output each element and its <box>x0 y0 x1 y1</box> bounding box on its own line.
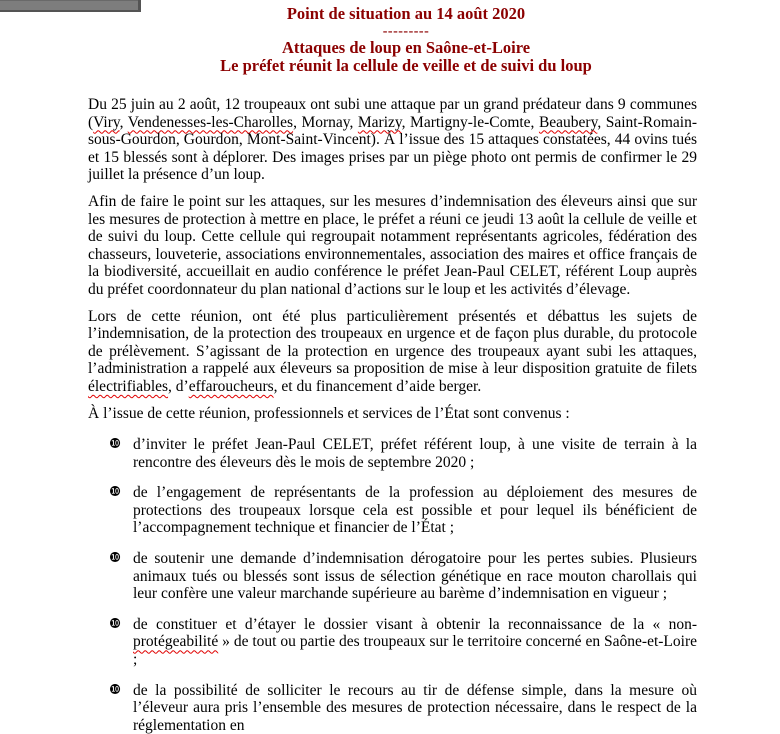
circled-ten-bullet-icon: ❿ <box>109 615 122 632</box>
text-segment: Afin de faire le point sur les attaques, sur les mesures d’indemnisation des éleveurs ainsi que sur les mesures de protection à mettre en place, le préfet a réuni ce jeudi 13 août la cellule de veille et de suivi du loup. Cette cellule qui regroupait notamment représentants agricoles, fédération des chasseurs, louveterie, associations environnementales, association des maires et office français de la biodiversité, accueillait en audio conférence le préfet Jean-Paul CELET, référent Loup auprès du préfet coordonnateur du plan national d’actions sur le loup et les activités d’élevage. <box>88 192 697 298</box>
text-segment: de constituer et d’étayer le dossier visant à obtenir la reconnaissance de la « non- <box>133 615 697 633</box>
document-body <box>88 96 697 734</box>
list-intro: À l’issue de cette réunion, professionnels et services de l’État sont convenus : <box>88 404 570 422</box>
misspelled-word: électrifiables <box>88 377 169 395</box>
text-segment: » de tout ou partie des troupeaux sur le territoire concerné en Saône-et-Loire ; <box>133 633 697 669</box>
list-item-tir-defense <box>88 682 697 734</box>
list-item-text <box>133 550 697 603</box>
separator-dashes: --------- <box>382 24 430 39</box>
paragraph-attacks-summary <box>88 96 697 184</box>
circled-ten-bullet-icon: ❿ <box>109 550 122 567</box>
list-item-text <box>133 484 697 537</box>
misspelled-word: Marizy <box>357 113 402 131</box>
text-segment: , d’ <box>168 377 189 395</box>
list-item-text <box>133 436 697 471</box>
text-segment: Lors de cette réunion, ont été plus particulièrement présentés et débattus les sujets de l’indemnisation, de la protection des troupeaux en urgence et de façon plus durable, du protocole de prélèvement. S’agissant de la protection en urgence des troupeaux ayant subi les attaques, l’administration a rappelé aux éleveurs sa proposition de mise à leur disposition gratuite de filets <box>88 307 697 378</box>
text-segment: de l’engagement de représentants de la profession au déploiement des mesures de protections des troupeaux lorsque cela est possible et pour lequel ils bénéficient de l’accompagnement technique et financier de l’État ; <box>133 484 697 537</box>
list-item-text <box>133 682 697 734</box>
list-item-dossier <box>88 616 697 669</box>
circled-ten-bullet-icon: ❿ <box>109 484 122 501</box>
misspelled-word: Beaubery <box>538 113 598 131</box>
document-title: Point de situation au 14 août 2020 <box>286 4 526 23</box>
circled-ten-bullet-icon: ❿ <box>109 436 122 453</box>
text-segment: , et du financement d’aide berger. <box>273 377 482 395</box>
window-fragment <box>0 0 141 12</box>
document-subtitle-line1: Attaques de loup en Saône-et-Loire <box>281 38 531 57</box>
text-segment: , Saint-Romain-sous-Gourdon, Gourdon, Mont-Saint-Vincent). À l’issue des 15 attaques constatées, 44 ovins tués et 15 blessés sont à déplorer. Des images prises par un piège photo ont permis de confirmer le 29 juillet la présence d’un loup. <box>88 113 697 184</box>
misspelled-word: effaroucheurs <box>188 377 274 395</box>
list-item-engagement <box>88 484 697 537</box>
circled-ten-bullet-icon: ❿ <box>109 681 122 698</box>
misspelled-word: Viry <box>93 113 120 131</box>
text-segment: , <box>119 113 128 131</box>
list-item-indemnisation <box>88 550 697 603</box>
text-segment: Du 25 juin au 2 août, 12 troupeaux ont subi une attaque par un grand prédateur dans 9 communes ( <box>88 96 697 131</box>
text-segment: de soutenir une demande d’indemnisation dérogatoire pour les pertes subies. Plusieurs animaux tués ou blessés sont issus de sélection génétique en race mouton charollais qui leur confère une valeur marchande supérieure au barème d’indemnisation en vigueur ; <box>133 550 697 603</box>
list-item-text <box>133 616 697 669</box>
paragraph-meeting-topics <box>88 308 697 396</box>
text-segment: d’inviter le préfet Jean-Paul CELET, préfet référent loup, à une visite de terrain à la rencontre des éleveurs dès le mois de septembre 2020 ; <box>133 436 697 471</box>
misspelled-word: Vendenesses-les-Charolles <box>127 113 294 131</box>
text-segment: , Martigny-le-Comte, <box>401 113 539 131</box>
document-subtitle-line2: Le préfet réunit la cellule de veille et de suivi du loup <box>220 56 592 75</box>
paragraph-meeting-context <box>88 193 697 299</box>
text-segment: de la possibilité de solliciter le recours au tir de défense simple, dans la mesure où l’éleveur aura pris l’ensemble des mesures de protection nécessaire, dans le respect de la réglementation en <box>133 681 697 734</box>
list-item-visit <box>88 436 697 471</box>
document-header <box>92 3 720 75</box>
text-segment: , Mornay, <box>293 113 358 131</box>
misspelled-word: protégeabilité <box>133 633 219 651</box>
bullet-list <box>88 436 697 734</box>
